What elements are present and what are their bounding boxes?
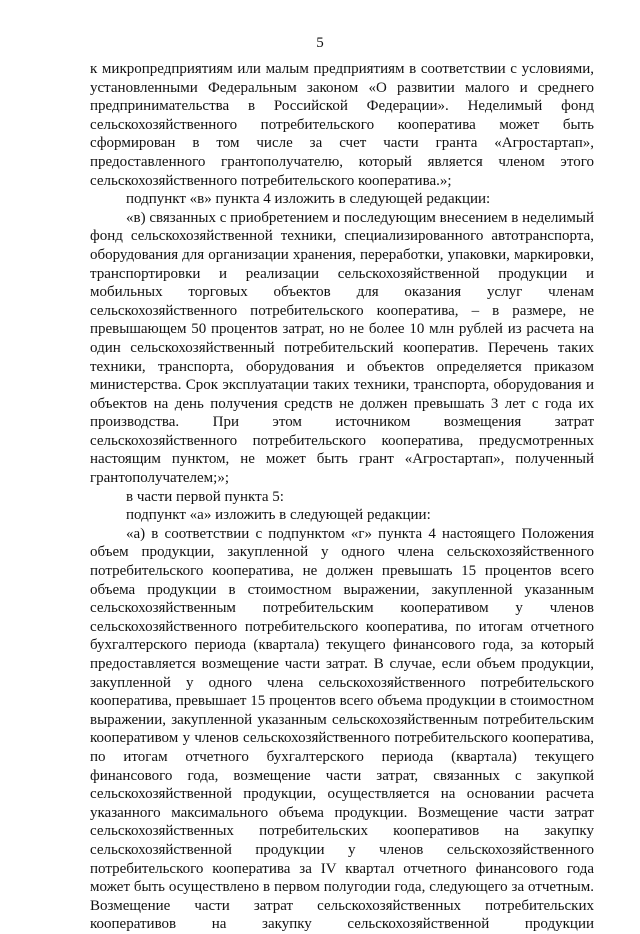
document-body [90,60,594,934]
paragraph-part-one-clause-5: в части первой пункта 5: [126,488,284,505]
paragraph-subclause-v-heading: подпункт «в» пункта 4 изложить в следующей редакции: [126,191,491,208]
paragraph-subclause-a-text: «а) в соответствии с подпунктом «г» пункта 4 настоящего Положения объем продукции, закупленной у одного члена сельскохозяйственного потребительского кооператива, не должен превышать 15 процентов всего объема продукции в стоимостном выражении, закупленной указанным сельскохозяйственным потребительским кооперативом у членов сельскохозяйственного потребительского кооператива, по итогам отчетного бухгалтерского периода (квартала) текущего финансового года, за который предоставляется возмещение части затрат. В случае, если объем продукции, закупленной у одного члена сельскохозяйственного потребительского кооператива, превышает 15 процентов всего объема продукции в стоимостном выражении, закупленной указанным сельскохозяйственным потребительским кооперативом у членов сельскохозяйственного потребительского кооператива, по итогам отчетного бухгалтерского периода (квартала) текущего финансового года, возмещение части затрат, связанных с закупкой сельскохозяйственной продукции, осуществляется на основании расчета указанного максимального объема продукции. Возмещение части затрат сельскохозяйственных потребительских кооперативов на закупку сельскохозяйственной продукции у членов сельскохозяйственного потребительского кооператива за IV квартал отчетного финансового года может быть осуществлено в первом полугодии года, следующего за отчетным. Возмещение части затрат сельскохозяйственных потребительских кооперативов на закупку сельскохозяйственной продукции [90,525,594,933]
paragraph-continuation: к микропредприятиям или малым предприятиям в соответствии с условиями, установленными Федеральным законом «О развитии малого и среднего предпринимательства в Российской Федерации». Неделимый фонд сельскохозяйственного потребительского кооператива может быть сформирован в том числе за счет части гранта «Агростартап», предоставленного грантополучателю, который является членом этого сельскохозяйственного потребительского кооператива.»; [90,61,594,189]
paragraph-subclause-a-heading: подпункт «а» изложить в следующей редакции: [126,507,431,524]
page-number: 5 [316,35,324,51]
paragraph-subclause-v-text: «в) связанных с приобретением и последующим внесением в неделимый фонд сельскохозяйственной техники, специализированного автотранспорта, оборудования для организации хранения, переработки, упаковки, маркировки, транспортировки и реализации сельскохозяйственной продукции и мобильных торговых объектов для оказания услуг членам сельскохозяйственного потребительского кооператива, – в размере, не превышающем 50 процентов затрат, но не более 10 млн рублей из расчета на один сельскохозяйственный потребительский кооператив. Перечень таких техники, транспорта, оборудования и объектов определяется приказом министерства. Срок эксплуатации таких техники, транспорта, оборудования и объектов на день получения средств не должен превышать 3 лет с года их производства. При этом источником возмещения затрат сельскохозяйственного потребительского кооператива, предусмотренных настоящим пунктом, не может быть грант «Агростартап», полученный грантополучателем;»; [90,209,594,487]
